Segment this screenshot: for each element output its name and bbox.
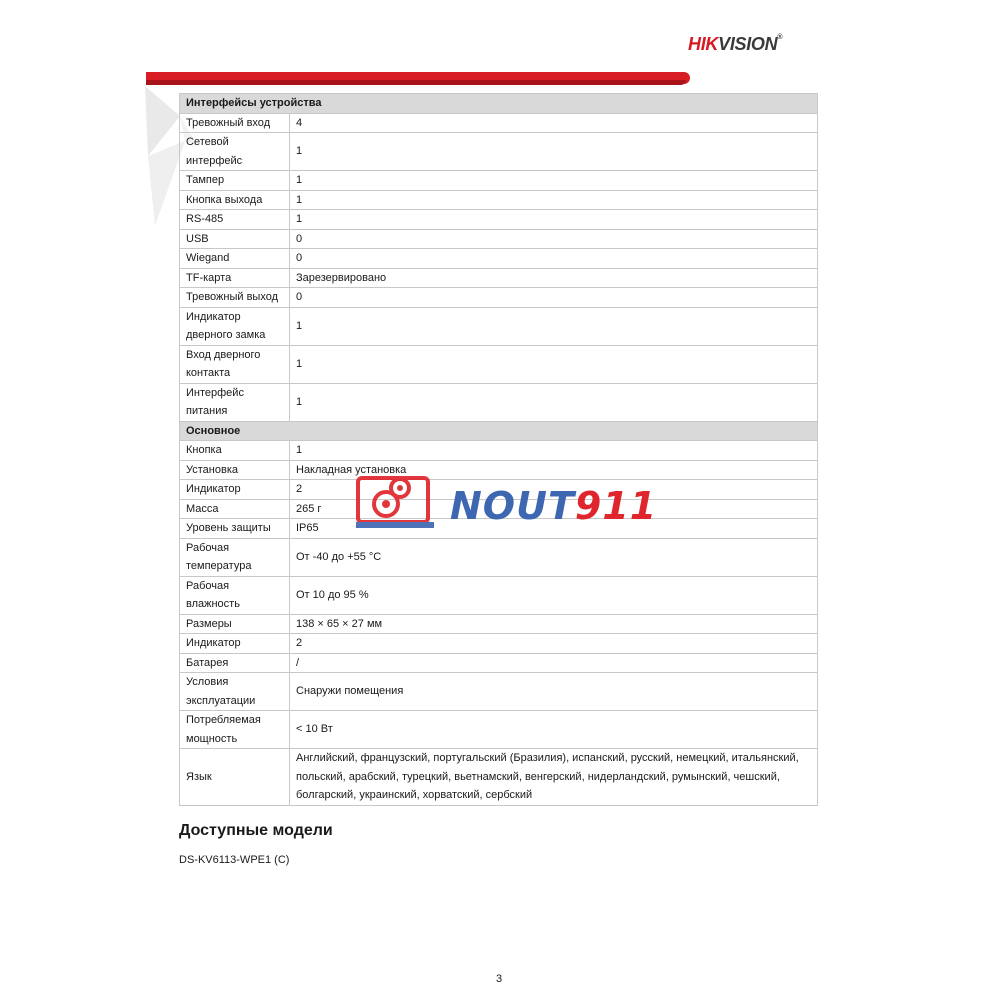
spec-value: < 10 Вт xyxy=(290,711,818,749)
spec-key: Тревожный выход xyxy=(180,288,290,308)
spec-key: Вход дверного контакта xyxy=(180,345,290,383)
spec-key: Индикатор xyxy=(180,634,290,654)
table-row xyxy=(180,634,818,654)
table-row xyxy=(180,268,818,288)
spec-key: Интерфейс питания xyxy=(180,383,290,421)
spec-key: Рабочая температура xyxy=(180,538,290,576)
spec-value: 0 xyxy=(290,229,818,249)
spec-key: Индикатор дверного замка xyxy=(180,307,290,345)
table-row xyxy=(180,345,818,383)
page-number: 3 xyxy=(496,973,503,985)
section-header xyxy=(180,94,818,114)
table-row xyxy=(180,576,818,614)
spec-value: 1 xyxy=(290,441,818,461)
spec-key: Условия эксплуатации xyxy=(180,673,290,711)
model-name: DS-KV6113-WPE1 (C) xyxy=(179,854,290,866)
section-title: Основное xyxy=(180,421,818,441)
hikvision-logo: HIKVISION® xyxy=(688,34,783,54)
spec-key: Кнопка выхода xyxy=(180,190,290,210)
available-models-heading: Доступные модели xyxy=(179,822,333,839)
table-row xyxy=(180,190,818,210)
spec-key: Масса xyxy=(180,499,290,519)
spec-key: Сетевой интерфейс xyxy=(180,133,290,171)
spec-value: 265 г xyxy=(290,499,818,519)
table-row xyxy=(180,749,818,806)
spec-value: 4 xyxy=(290,113,818,133)
table-row xyxy=(180,113,818,133)
spec-key: Потребляемая мощность xyxy=(180,711,290,749)
table-row xyxy=(180,614,818,634)
section-title: Интерфейсы устройства xyxy=(180,94,818,114)
spec-key: Размеры xyxy=(180,614,290,634)
specification-table xyxy=(179,93,818,806)
spec-value: 1 xyxy=(290,307,818,345)
spec-key: TF-карта xyxy=(180,268,290,288)
table-row xyxy=(180,673,818,711)
spec-key: Тревожный вход xyxy=(180,113,290,133)
spec-value: 0 xyxy=(290,249,818,269)
table-row xyxy=(180,229,818,249)
spec-key: Батарея xyxy=(180,653,290,673)
table-row xyxy=(180,383,818,421)
spec-key: Уровень защиты xyxy=(180,519,290,539)
spec-key: RS-485 xyxy=(180,210,290,230)
spec-key: Индикатор xyxy=(180,480,290,500)
table-row xyxy=(180,171,818,191)
spec-value: 1 xyxy=(290,133,818,171)
spec-key: USB xyxy=(180,229,290,249)
spec-key: Установка xyxy=(180,460,290,480)
spec-value: Накладная установка xyxy=(290,460,818,480)
table-row xyxy=(180,538,818,576)
spec-key: Wiegand xyxy=(180,249,290,269)
spec-value: Английский, французский, португальский (Бразилия), испанский, русский, немецкий, итальянский, польский, арабский, турецкий, вьетнамский, венгерский, нидерландский, румынский, чешский, болгарский, украинский, хорватский, сербский xyxy=(290,749,818,806)
header-red-bar-shadow xyxy=(146,80,686,85)
spec-value: 2 xyxy=(290,480,818,500)
spec-value: От 10 до 95 % xyxy=(290,576,818,614)
spec-key: Тампер xyxy=(180,171,290,191)
spec-value: От -40 до +55 °C xyxy=(290,538,818,576)
spec-value: Зарезервировано xyxy=(290,268,818,288)
spec-value: Снаружи помещения xyxy=(290,673,818,711)
spec-value: 2 xyxy=(290,634,818,654)
section-header xyxy=(180,421,818,441)
spec-value: 1 xyxy=(290,345,818,383)
spec-value: IP65 xyxy=(290,519,818,539)
spec-value: 0 xyxy=(290,288,818,308)
table-row xyxy=(180,249,818,269)
spec-value: 1 xyxy=(290,190,818,210)
spec-value: 1 xyxy=(290,171,818,191)
table-row xyxy=(180,288,818,308)
spec-value: / xyxy=(290,653,818,673)
spec-key: Язык xyxy=(180,749,290,806)
spec-key: Кнопка xyxy=(180,441,290,461)
table-row xyxy=(180,307,818,345)
spec-value: 1 xyxy=(290,210,818,230)
table-row xyxy=(180,210,818,230)
spec-value: 138 × 65 × 27 мм xyxy=(290,614,818,634)
table-row xyxy=(180,711,818,749)
table-row xyxy=(180,133,818,171)
table-row xyxy=(180,441,818,461)
table-row xyxy=(180,653,818,673)
spec-key: Рабочая влажность xyxy=(180,576,290,614)
spec-value: 1 xyxy=(290,383,818,421)
nout911-watermark-text: NOUT911 xyxy=(450,484,658,528)
